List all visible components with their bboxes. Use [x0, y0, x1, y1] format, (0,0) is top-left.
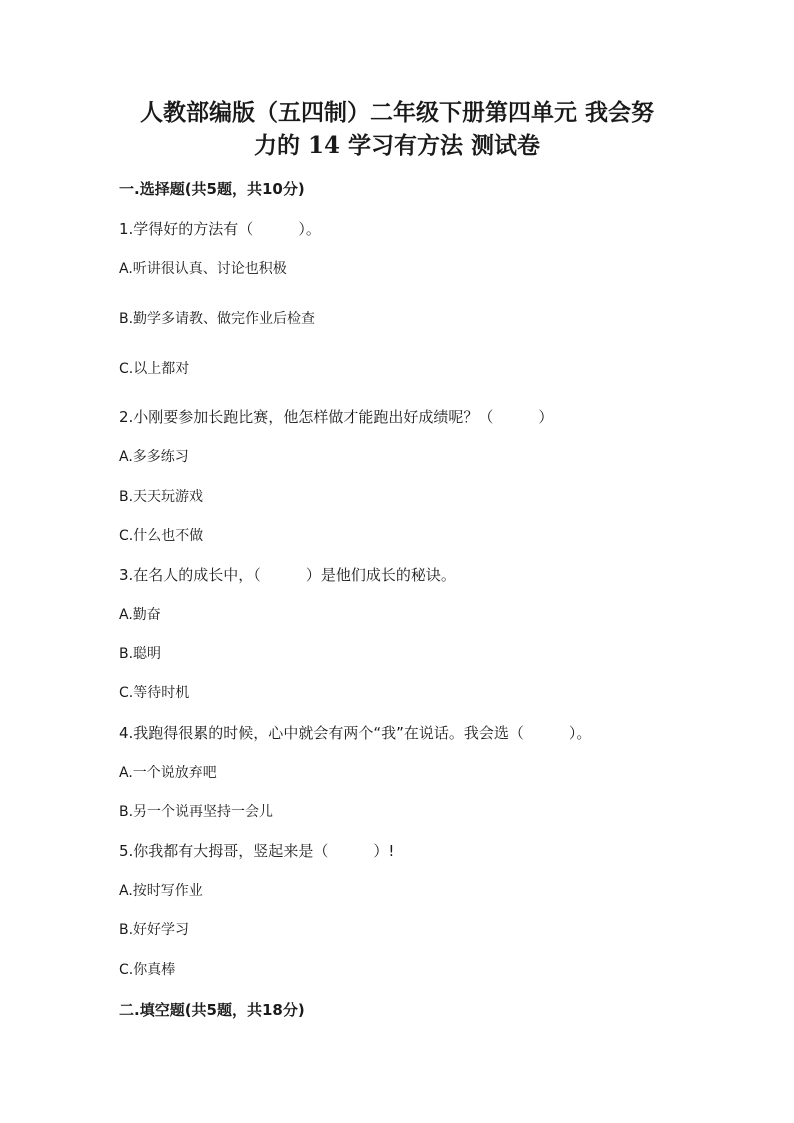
question-3-stem: 3.在名人的成长中，（ ）是他们成长的秘诀。	[119, 566, 456, 584]
question-5-option-a: A.按时写作业	[119, 883, 203, 899]
section-heading-fill-in: 二.填空题(共5题，共18分)	[119, 1001, 305, 1019]
question-2-option-b: B.天天玩游戏	[119, 489, 204, 505]
title-line-2: 力的 14 学习有方法 测试卷	[253, 132, 541, 159]
question-4-option-a: A.一个说放弃吧	[119, 765, 217, 781]
question-2-option-c: C.什么也不做	[119, 528, 204, 544]
question-3-option-a: A.勤奋	[119, 607, 161, 623]
question-2-stem: 2.小刚要参加长跑比赛，他怎样做才能跑出好成绩呢？（ ）	[119, 408, 554, 426]
question-1-option-c: C.以上都对	[119, 361, 190, 377]
question-1-stem: 1.学得好的方法有（ ）。	[119, 220, 321, 238]
question-3-option-c: C.等待时机	[119, 685, 190, 701]
question-1-option-a: A.听讲很认真、讨论也积极	[119, 261, 287, 277]
document-title	[100, 96, 694, 162]
question-4-option-b: B.另一个说再坚持一会儿	[119, 804, 274, 820]
question-5-stem: 5.你我都有大拇哥，竖起来是（ ）!	[119, 842, 395, 860]
question-3-option-b: B.聪明	[119, 646, 162, 662]
question-1-option-b: B.勤学多请教、做完作业后检查	[119, 311, 316, 327]
title-line-1: 人教部编版（五四制）二年级下册第四单元 我会努	[139, 99, 654, 126]
question-2-option-a: A.多多练习	[119, 449, 189, 465]
question-4-stem: 4.我跑得很累的时候，心中就会有两个“我”在说话。我会选（ ）。	[119, 724, 592, 742]
section-heading-choice: 一.选择题(共5题，共10分)	[119, 180, 305, 198]
question-5-option-b: B.好好学习	[119, 922, 190, 938]
question-5-option-c: C.你真棒	[119, 962, 176, 978]
